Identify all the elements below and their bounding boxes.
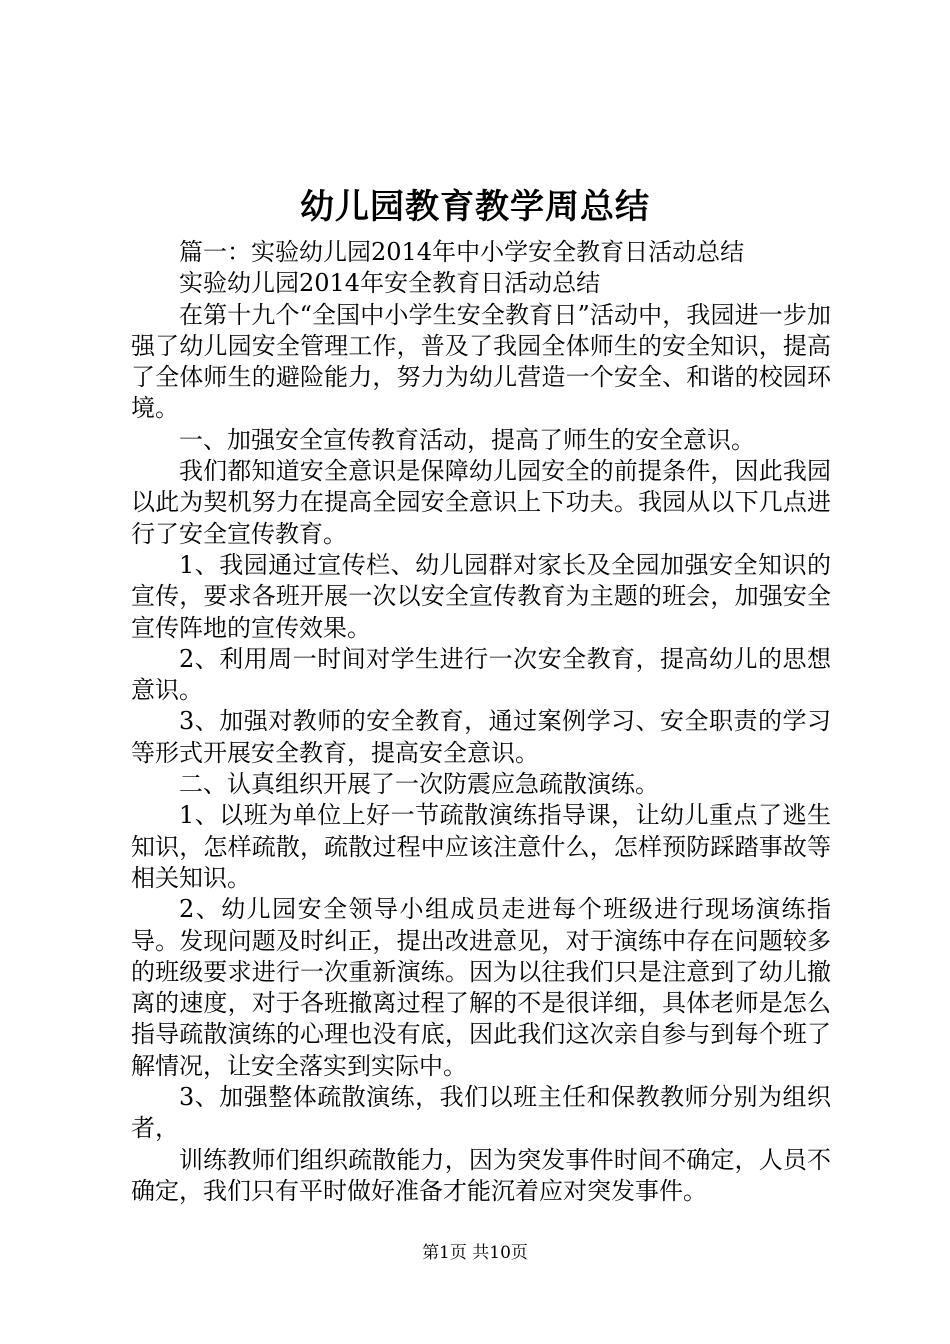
paragraph-item: 2、幼儿园安全领导小组成员走进每个班级进行现场演练指导。发现问题及时纠正，提出改进意见，对于演练中存在问题较多的班级要求进行一次重新演练。因为以往我们只是注意到了幼儿撤离的速度，对于各班撤离过程了解的不是很详细，具体老师是怎么指导疏散演练的心理也没有底，因此我们这次亲自参与到每个班了解情况，让安全落实到实际中。 [131, 895, 831, 1080]
paragraph: 我们都知道安全意识是保障幼儿园安全的前提条件，因此我园以此为契机努力在提高全园安全意识上下功夫。我园从以下几点进行了安全宣传教育。 [131, 457, 831, 548]
document-title: 幼儿园教育教学周总结 [300, 187, 650, 227]
paragraph-section-heading: 篇一：实验幼儿园2014年中小学安全教育日活动总结 [179, 238, 745, 266]
paragraph-item: 1、以班为单位上好一节疏散演练指导课，让幼儿重点了逃生知识，怎样疏散，疏散过程中应该注意什么，怎样预防踩踏事故等相关知识。 [131, 801, 831, 892]
page-number-footer: 第1页 共10页 [422, 1243, 528, 1263]
paragraph-intro: 在第十九个“全国中小学生安全教育日”活动中，我园进一步加强了幼儿园安全管理工作，普及了我园全体师生的安全知识，提高了全体师生的避险能力，努力为幼儿营造一个安全、和谐的校园环境。 [131, 300, 831, 423]
paragraph-heading-one: 一、加强安全宣传教育活动，提高了师生的安全意识。 [179, 425, 755, 454]
paragraph-item: 3、加强对教师的安全教育，通过案例学习、安全职责的学习等形式开展安全教育，提高安全意识。 [131, 707, 831, 767]
paragraph-item: 3、加强整体疏散演练，我们以班主任和保教教师分别为组织者， [131, 1083, 831, 1143]
paragraph-item: 1、我园通过宣传栏、幼儿园群对家长及全园加强安全知识的宣传，要求各班开展一次以安全宣传教育为主题的班会，加强安全宣传阵地的宣传效果。 [131, 550, 831, 642]
document-body [131, 237, 831, 1207]
paragraph-subtitle: 实验幼儿园2014年安全教育日活动总结 [179, 269, 601, 298]
paragraph: 训练教师们组织疏散能力，因为突发事件时间不确定，人员不确定，我们只有平时做好准备才能沉着应对突发事件。 [131, 1145, 831, 1205]
paragraph-item: 2、利用周一时间对学生进行一次安全教育，提高幼儿的思想意识。 [131, 644, 831, 705]
paragraph-heading-two: 二、认真组织开展了一次防震应急疏散演练。 [179, 770, 659, 799]
